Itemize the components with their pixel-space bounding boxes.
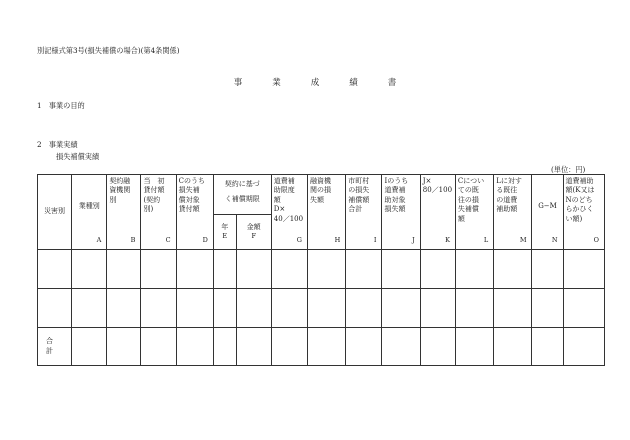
form-header: 別記様式第3号(損失補償の場合)(第4条関係) <box>37 46 180 55</box>
table-row <box>38 289 605 328</box>
header-disaster: 災害別 <box>38 175 72 250</box>
header-prior-compensation: Cについ ての既 往の損 失補償 額 L <box>455 175 493 250</box>
total-row <box>38 328 605 366</box>
header-prior-subsidy: Lに対す る既往 の道費 補助額 M <box>494 175 532 250</box>
header-municipal-compensation: 市町村 の損失 補償額 合計 I <box>346 175 382 250</box>
header-subsidy-amount: 道費補助 額(K又は Nのどち らかひく い額) O <box>563 175 604 250</box>
section-purpose: 1 事業の目的 <box>37 101 85 110</box>
header-subsidy-target-loss: Iのうち 道費補 助対象 損失額 J <box>382 175 420 250</box>
header-covered-loan: Cのうち 損失補 償対象 貸付額 D <box>176 175 213 250</box>
loss-compensation-table <box>37 174 605 366</box>
header-lender: 契約融 資機関 別 B <box>107 175 141 250</box>
header-contract-period: 契約に基づ く補償期限 <box>213 175 271 215</box>
table-row <box>38 250 605 289</box>
header-amount: 金額 F <box>236 215 271 250</box>
header-lender-loss: 融資機 関の損 失額 H <box>307 175 345 250</box>
header-initial-loan: 当 初 貸付額 (契約 別) C <box>141 175 176 250</box>
section-results-sub: 損失補償実績 <box>56 152 100 161</box>
header-subsidy-limit: 道費補 助限度 額 D× 40／100 G <box>271 175 307 250</box>
header-industry: 業種別 A <box>72 175 107 250</box>
unit-label: (単位：円) <box>551 165 586 174</box>
section-results: 2 事業実績 <box>37 140 78 149</box>
total-label: 合計 <box>38 328 72 366</box>
header-year: 年 E <box>213 215 236 250</box>
header-j-times-80: J× 80／100 K <box>420 175 455 250</box>
document-title: 事業成績書 <box>233 78 427 88</box>
header-g-minus-m: G−M N <box>532 175 563 250</box>
